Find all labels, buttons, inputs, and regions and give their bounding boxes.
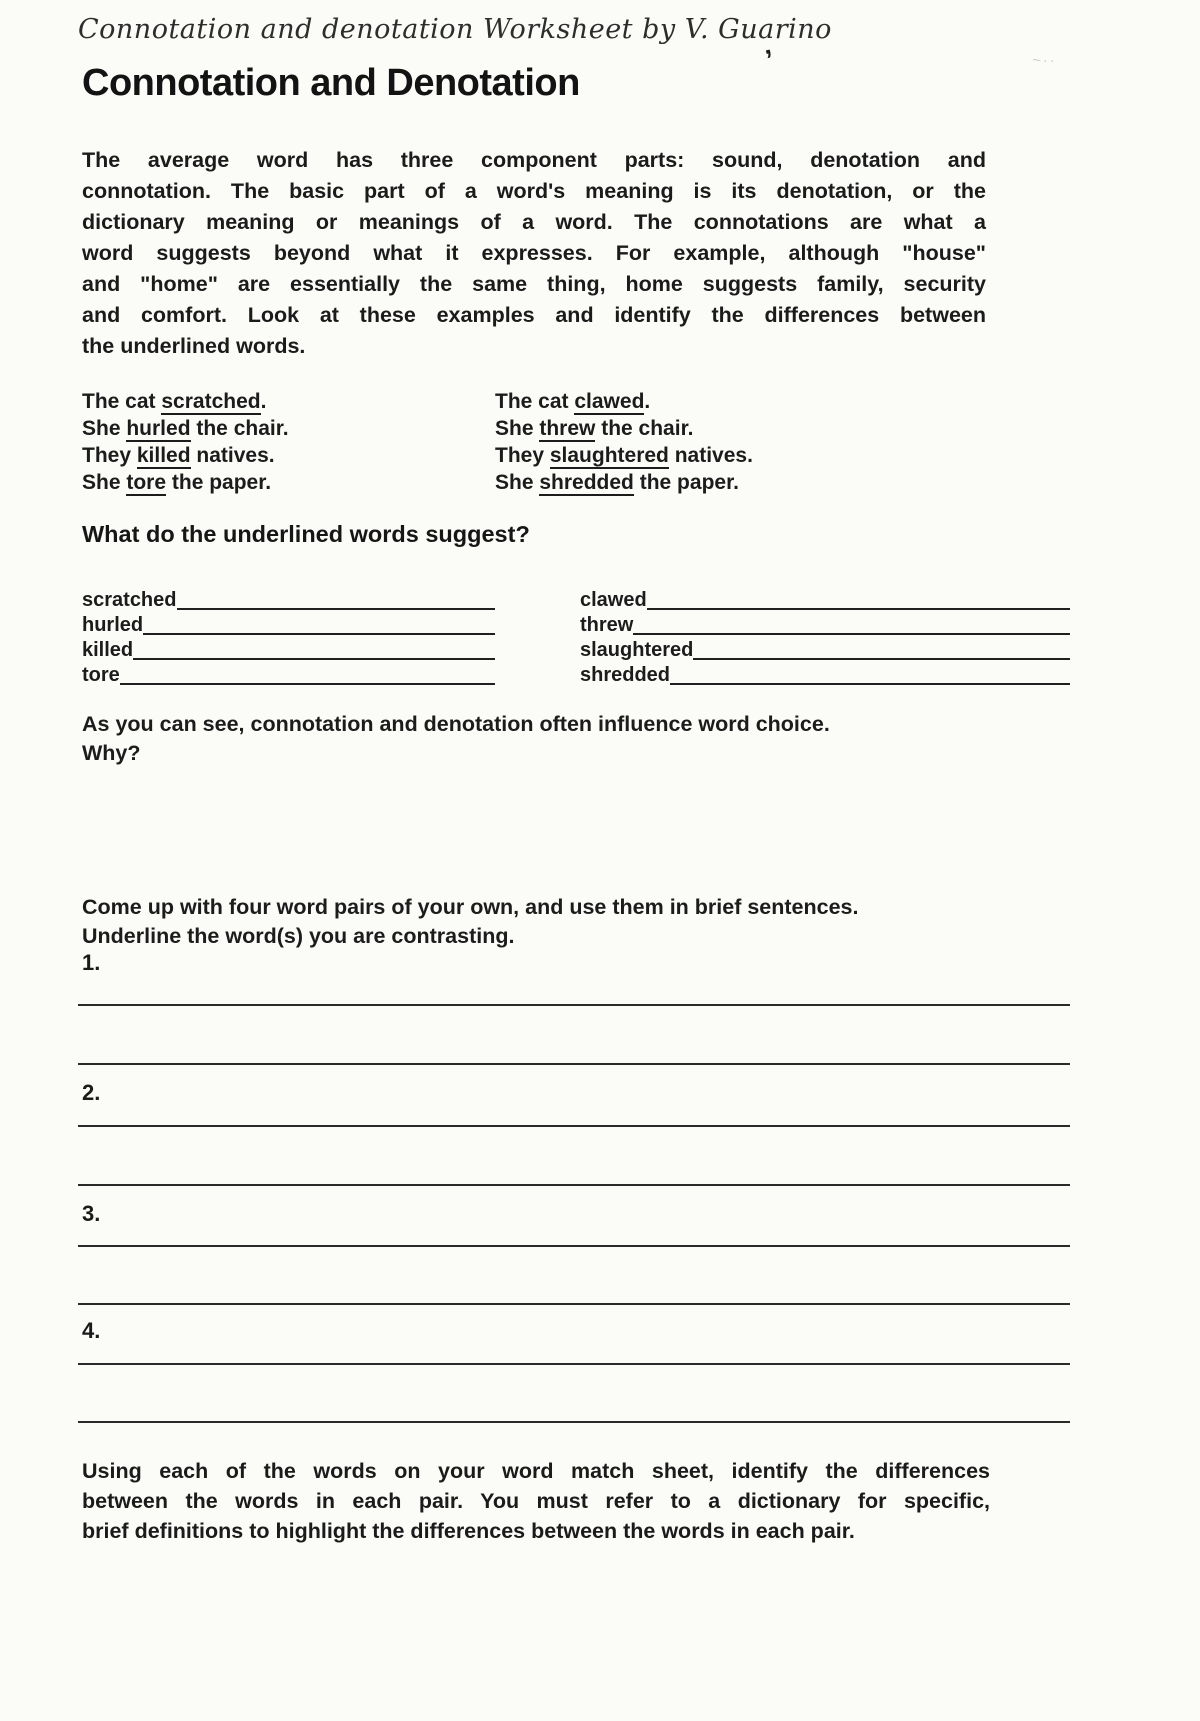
paragraph-line: Why? — [82, 741, 141, 765]
sentence-text: She — [82, 471, 127, 494]
sentence-text: the chair. — [595, 417, 694, 440]
answer-line — [78, 1125, 1070, 1127]
pairs-prompt-paragraph — [82, 893, 858, 951]
answer-line — [78, 1004, 1070, 1006]
paragraph-line: Come up with four word pairs of your own, and use them in brief sentences. — [82, 895, 859, 919]
fill-in-label: shredded — [580, 664, 671, 686]
item-number-4: 4. — [82, 1318, 101, 1343]
answer-line — [78, 1063, 1070, 1065]
question-heading: What do the underlined words suggest? — [82, 521, 530, 547]
pencil-scribble: ~·· — [1032, 52, 1057, 69]
example-column-left — [82, 388, 289, 496]
answer-line — [78, 1363, 1070, 1365]
fill-in-label: killed — [82, 639, 134, 661]
paragraph-line: Underline the word(s) you are contrasting. — [82, 924, 515, 948]
fill-in-label: tore — [82, 664, 120, 686]
header-script-title: Connotation and denotation Worksheet by V. Guarino — [78, 14, 832, 45]
example-sentence — [82, 388, 289, 415]
item-number-1: 1. — [82, 950, 101, 975]
paragraph-line: As you can see, connotation and denotation often influence word choice. — [82, 712, 830, 736]
example-sentence — [82, 415, 289, 442]
page-title: Connotation and Denotation — [82, 62, 580, 104]
fill-in-row — [82, 613, 495, 637]
example-sentence — [495, 415, 753, 442]
underlined-word: shredded — [539, 471, 634, 494]
paragraph-line: connotation. The basic part of a word's meaning is its denotation, or the — [82, 179, 986, 203]
stray-quote-mark: ’ — [762, 43, 777, 76]
example-sentence — [495, 442, 753, 469]
item-number-3: 3. — [82, 1201, 101, 1226]
fill-in-blank-line — [693, 658, 1070, 660]
example-sentence — [82, 442, 289, 469]
sentence-text: The cat — [82, 390, 162, 413]
fill-in-label: scratched — [82, 589, 177, 611]
underlined-word: hurled — [126, 417, 191, 440]
fill-in-row — [82, 588, 495, 612]
fill-in-row — [580, 613, 1070, 637]
closing-paragraph — [82, 1456, 990, 1546]
sentence-text: . — [260, 390, 267, 413]
sentence-text: She — [82, 417, 127, 440]
fill-in-row — [82, 638, 495, 662]
paragraph-line: the underlined words. — [82, 334, 306, 358]
underlined-word: killed — [136, 444, 191, 467]
sentence-text: natives. — [190, 444, 275, 467]
influence-paragraph — [82, 710, 830, 768]
paragraph-line: brief definitions to highlight the differences between the words in each pair. — [82, 1519, 855, 1543]
example-sentence — [495, 388, 753, 415]
underlined-word: scratched — [161, 390, 261, 413]
fill-in-row — [82, 663, 495, 687]
fill-in-label: slaughtered — [580, 639, 694, 661]
underlined-word: clawed — [574, 390, 645, 413]
sentence-text: The cat — [495, 390, 575, 413]
fill-in-blank-line — [133, 658, 495, 660]
answer-line — [78, 1184, 1070, 1186]
answer-line — [78, 1245, 1070, 1247]
intro-paragraph — [82, 145, 986, 362]
underlined-word: threw — [539, 417, 596, 440]
fill-in-blank-line — [143, 633, 495, 635]
paragraph-line: between the words in each pair. You must refer to a dictionary for specific, — [82, 1489, 990, 1513]
paragraph-line: The average word has three component parts: sound, denotation and — [82, 148, 986, 172]
fill-in-row — [580, 663, 1070, 687]
example-sentence — [495, 469, 753, 496]
paragraph-line: and "home" are essentially the same thing, home suggests family, security — [82, 272, 986, 296]
fill-in-blank-line — [633, 633, 1070, 635]
sentence-text: She — [495, 471, 540, 494]
answer-line — [78, 1421, 1070, 1423]
fill-in-blank-line — [670, 683, 1070, 685]
fill-in-label: hurled — [82, 614, 144, 636]
sentence-text: the paper. — [633, 471, 739, 494]
sentence-text: the paper. — [166, 471, 272, 494]
answer-line — [78, 1303, 1070, 1305]
fill-in-blank-line — [647, 608, 1070, 610]
fill-in-label: threw — [580, 614, 634, 636]
example-column-right — [495, 388, 753, 496]
paragraph-line: word suggests beyond what it expresses. For example, although "house" — [82, 241, 986, 265]
underlined-word: tore — [126, 471, 167, 494]
sentence-text: She — [495, 417, 540, 440]
fill-in-blank-line — [177, 608, 496, 610]
item-number-2: 2. — [82, 1080, 101, 1105]
underlined-word: slaughtered — [549, 444, 669, 467]
fill-in-blank-line — [120, 683, 495, 685]
sentence-text: They — [82, 444, 137, 467]
example-sentence — [82, 469, 289, 496]
paragraph-line: dictionary meaning or meanings of a word. The connotations are what a — [82, 210, 986, 234]
fill-in-row — [580, 588, 1070, 612]
sentence-text: . — [644, 390, 651, 413]
paragraph-line: Using each of the words on your word match sheet, identify the differences — [82, 1459, 990, 1483]
fill-in-label: clawed — [580, 589, 647, 611]
sentence-text: natives. — [668, 444, 753, 467]
sentence-text: the chair. — [190, 417, 289, 440]
sentence-text: They — [495, 444, 550, 467]
paragraph-line: and comfort. Look at these examples and identify the differences between — [82, 303, 986, 327]
fill-in-row — [580, 638, 1070, 662]
